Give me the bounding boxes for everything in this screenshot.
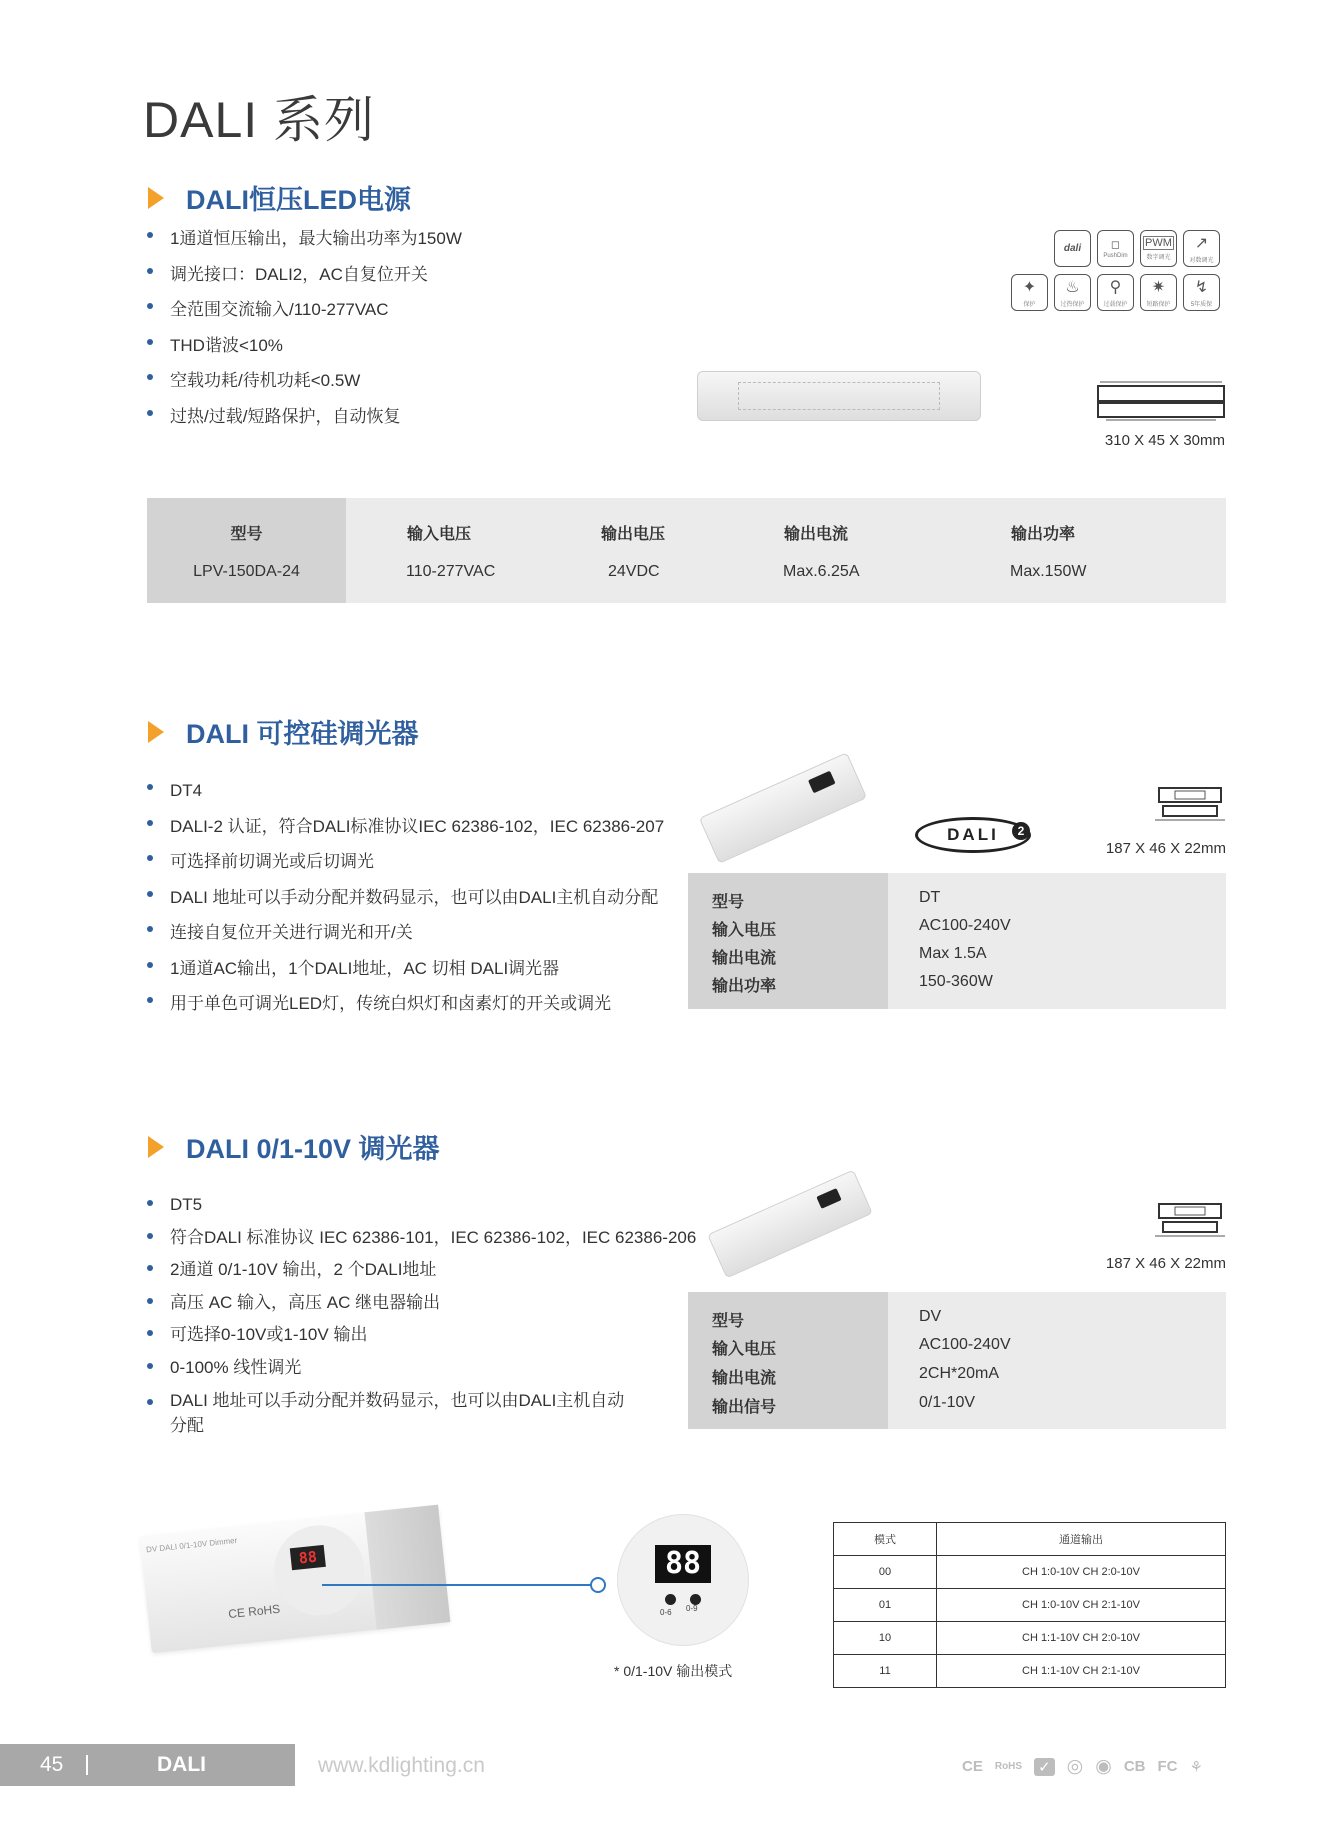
section2-heading xyxy=(148,712,419,751)
table-cell: 11 xyxy=(834,1655,937,1688)
driver-dimension-drawing xyxy=(1096,379,1226,421)
spec-label: 输入电压 xyxy=(712,1341,777,1358)
section3-heading xyxy=(148,1127,440,1166)
triangle-bullet-icon xyxy=(148,1136,164,1158)
list-item: THD谐波<10% xyxy=(145,328,462,364)
list-item: 1通道AC输出，1个DALI地址，AC 切相 DALI调光器 xyxy=(145,951,685,987)
display-zoom-circle xyxy=(617,1514,749,1646)
triangle-bullet-icon xyxy=(148,187,164,209)
device-cert-mark: CE RoHS xyxy=(227,1601,281,1622)
page-title: DALI 系列 xyxy=(143,92,376,148)
table-cell: 00 xyxy=(834,1556,937,1589)
pwm-icon: PWM 数字调光 xyxy=(1140,230,1177,267)
overload-icon: ⚲ 过载保护 xyxy=(1097,274,1134,311)
led-driver-product-image xyxy=(697,371,981,421)
device-display-area xyxy=(270,1521,369,1620)
table-cell: 110-277VAC xyxy=(406,563,496,580)
section3-title: DALI 0/1-10V 调光器 xyxy=(186,1134,440,1164)
spec-value: AC100-240V xyxy=(919,1336,1011,1353)
triac-dimension-drawing xyxy=(1153,784,1227,822)
list-item: 用于单色可调光LED灯，传统白炽灯和卤素灯的开关或调光 xyxy=(145,986,685,1022)
ce-icon: CE xyxy=(962,1758,983,1775)
feature-icons-row2 xyxy=(1011,274,1220,311)
table-cell: 10 xyxy=(834,1622,937,1655)
run-protection-icon: ✦ 保护 xyxy=(1011,274,1048,311)
spec-label: 输出电流 xyxy=(712,950,777,967)
button-dot xyxy=(665,1594,676,1605)
list-item: 空载功耗/待机功耗<0.5W xyxy=(145,363,462,399)
section1-spec-table xyxy=(147,498,1226,603)
table-cell: CH 1:0-10V CH 2:1-10V xyxy=(937,1589,1226,1622)
table-row xyxy=(834,1655,1226,1688)
section2-feature-list xyxy=(145,773,685,1022)
table-row xyxy=(834,1589,1226,1622)
table-row xyxy=(834,1556,1226,1589)
button-label: 0-9 xyxy=(686,1604,698,1613)
ccc-icon: ◎ xyxy=(1066,1756,1084,1777)
spec-value: DT xyxy=(919,889,941,906)
list-item: 可选择0-10V或1-10V 输出 xyxy=(145,1319,665,1352)
section2-title: DALI 可控硅调光器 xyxy=(186,719,419,749)
connector-line xyxy=(322,1584,597,1586)
section3-feature-list xyxy=(145,1189,697,1438)
section3-spec-table xyxy=(688,1292,1226,1429)
spec-value: 0/1-10V xyxy=(919,1394,976,1411)
spec-value: 2CH*20mA xyxy=(919,1365,1000,1382)
five-year-icon: ↯ 5年质保 xyxy=(1183,274,1220,311)
over-temp-icon: ♨ 过热保护 xyxy=(1054,274,1091,311)
list-item: 调光接口：DALI2，AC自复位开关 xyxy=(145,257,462,293)
page-number: 45 xyxy=(40,1753,64,1776)
section1-heading xyxy=(148,178,411,217)
short-circuit-icon: ✷ 短路保护 xyxy=(1140,274,1177,311)
list-item: DALI 地址可以手动分配并数码显示，也可以由DALI主机自动分配 xyxy=(145,1388,640,1438)
feature-icons-row1 xyxy=(1054,230,1220,267)
list-item: DT4 xyxy=(145,773,685,809)
table-row xyxy=(834,1523,1226,1556)
table-header: 输入电压 xyxy=(407,526,472,543)
table-header: 输出电流 xyxy=(784,526,849,543)
fcc-icon: FC xyxy=(1157,1758,1178,1775)
table-cell: CH 1:1-10V CH 2:1-10V xyxy=(937,1655,1226,1688)
table-cell: Max.150W xyxy=(1010,563,1087,580)
dali-logo-icon: dali xyxy=(1054,230,1091,267)
spec-value: Max 1.5A xyxy=(919,945,987,962)
list-item: DALI 地址可以手动分配并数码显示，也可以由DALI主机自动分配 xyxy=(145,880,685,916)
output-mode-table xyxy=(833,1522,1226,1688)
table-cell: LPV-150DA-24 xyxy=(193,563,300,580)
zoom-digit-display: 88 xyxy=(655,1545,711,1583)
triac-dimensions: 187 X 46 X 22mm xyxy=(1105,840,1226,857)
list-item: 高压 AC 输入，高压 AC 继电器输出 xyxy=(145,1287,665,1320)
dim-curve-icon: ↗ 对数调光 xyxy=(1183,230,1220,267)
dali2-logo: DALI xyxy=(915,817,1031,853)
dimmer-device-closeup xyxy=(140,1505,451,1654)
table-header: 通道输出 xyxy=(937,1523,1226,1556)
spec-value: 150-360W xyxy=(919,973,993,990)
spec-label: 输出电流 xyxy=(712,1370,777,1387)
emc-icon: ◉ xyxy=(1095,1756,1112,1777)
table-cell: CH 1:1-10V CH 2:0-10V xyxy=(937,1622,1226,1655)
list-item: DT5 xyxy=(145,1189,665,1222)
triangle-bullet-icon xyxy=(148,721,164,743)
push-dim-icon: ◻ PushDim xyxy=(1097,230,1134,267)
website-link[interactable]: www.kdlighting.cn xyxy=(318,1754,485,1777)
list-item: 1通道恒压输出，最大输出功率为150W xyxy=(145,221,462,257)
list-item: 2通道 0/1-10V 输出，2 个DALI地址 xyxy=(145,1254,665,1287)
connector-end xyxy=(590,1577,606,1593)
list-item: 可选择前切调光或后切调光 xyxy=(145,844,685,880)
device-digit-display: 88 xyxy=(290,1545,326,1570)
list-item: 连接自复位开关进行调光和开/关 xyxy=(145,915,685,951)
table-header: 型号 xyxy=(230,526,263,543)
spec-value: AC100-240V xyxy=(919,917,1011,934)
table-cell: CH 1:0-10V CH 2:0-10V xyxy=(937,1556,1226,1589)
table-cell: 01 xyxy=(834,1589,937,1622)
table-header: 输出功率 xyxy=(1011,526,1076,543)
list-item: DALI-2 认证，符合DALI标准协议IEC 62386-102，IEC 62386-207 xyxy=(145,809,685,845)
cb-icon: CB xyxy=(1123,1758,1146,1775)
spec-value: DV xyxy=(919,1308,942,1325)
model-column xyxy=(147,498,346,603)
button-label: 0-6 xyxy=(660,1608,672,1617)
section1-feature-list xyxy=(145,221,462,434)
spec-label: 型号 xyxy=(712,894,745,911)
recycle-icon: ⚘ xyxy=(1189,1758,1203,1776)
certification-marks xyxy=(950,1755,1203,1778)
analog-dimensions: 187 X 46 X 22mm xyxy=(1105,1255,1226,1272)
table-cell: Max.6.25A xyxy=(783,563,860,580)
section2-spec-table xyxy=(688,873,1226,1009)
spec-label: 输出功率 xyxy=(712,978,777,995)
table-header: 输出电压 xyxy=(601,526,666,543)
list-item: 全范围交流输入/110-277VAC xyxy=(145,292,462,328)
table-row xyxy=(834,1622,1226,1655)
spec-label: 型号 xyxy=(712,1313,745,1330)
table-header: 模式 xyxy=(834,1523,937,1556)
list-item: 过热/过载/短路保护，自动恢复 xyxy=(145,399,462,435)
check-mark-icon: ✓ xyxy=(1034,1758,1055,1776)
table-cell: 24VDC xyxy=(608,563,660,580)
list-item: 0-100% 线性调光 xyxy=(145,1352,665,1385)
device-label: DV DALI 0/1-10V Dimmer xyxy=(145,1535,238,1555)
footer-category: DALI xyxy=(157,1753,206,1776)
mode-caption: * 0/1-10V 输出模式 xyxy=(614,1663,733,1679)
analog-dimmer-product-image xyxy=(707,1170,873,1279)
spec-label: 输出信号 xyxy=(712,1399,777,1416)
dali2-badge: 2 xyxy=(1012,822,1030,840)
footer-divider xyxy=(86,1755,88,1775)
list-item: 符合DALI 标准协议 IEC 62386-101，IEC 62386-102，IEC 62386-206 xyxy=(145,1222,665,1255)
section1-title: DALI恒压LED电源 xyxy=(186,185,411,215)
analog-dimension-drawing xyxy=(1153,1200,1227,1238)
triac-dimmer-product-image xyxy=(699,752,867,864)
footer-bar xyxy=(0,1744,295,1786)
driver-dimensions: 310 X 45 X 30mm xyxy=(1104,432,1225,449)
spec-label: 输入电压 xyxy=(712,922,777,939)
device-end-cap xyxy=(364,1505,450,1630)
rohs-icon: RoHS xyxy=(994,1761,1023,1772)
